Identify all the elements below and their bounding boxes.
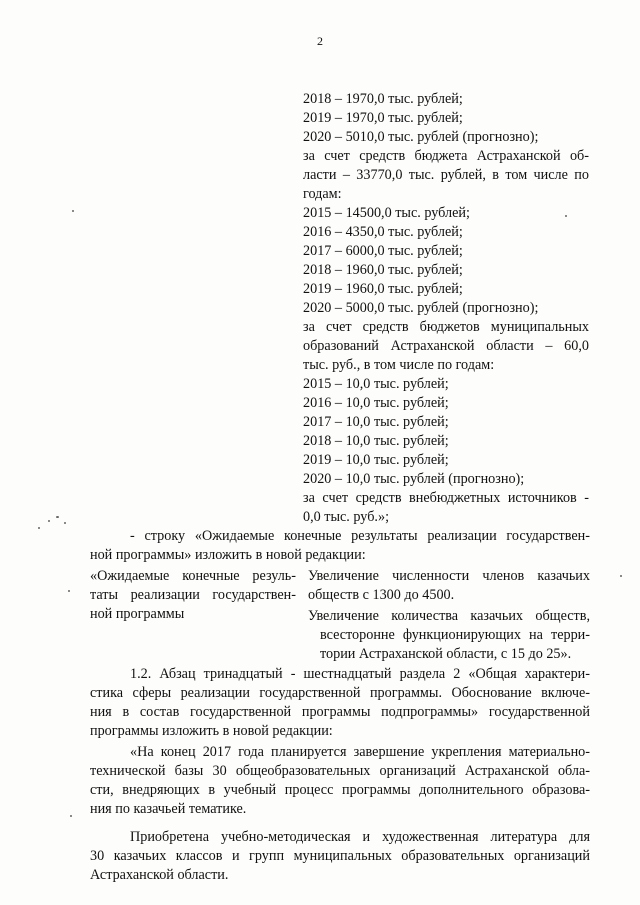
quote-paragraph-line: ния по казачьей тематике. — [90, 801, 247, 817]
funding-line: 2019 – 1960,0 тыс. рублей; — [303, 281, 463, 297]
funding-line: 2015 – 14500,0 тыс. рублей; — [303, 205, 470, 221]
funding-line: 2018 – 10,0 тыс. рублей; — [303, 433, 449, 449]
results-label-line: «Ожидаемые конечные резуль- — [90, 568, 296, 584]
scan-speck — [48, 520, 50, 522]
funding-line: 2019 – 1970,0 тыс. рублей; — [303, 110, 463, 126]
scan-speck — [64, 522, 66, 524]
final-paragraph-line: 30 казачьих классов и групп муниципальных образовательных организаций — [90, 848, 590, 864]
scan-speck — [72, 210, 74, 212]
final-paragraph-line: Приобретена учебно-методическая и художественная литература для — [130, 829, 590, 845]
funding-line: 0,0 тыс. руб.»; — [303, 509, 390, 525]
results-value-line: обществ с 1300 до 4500. — [308, 587, 455, 603]
results-value-line: всесторонне функционирующих на терри- — [320, 627, 590, 643]
funding-line: 2016 – 4350,0 тыс. рублей; — [303, 224, 463, 240]
scan-speck — [70, 815, 72, 817]
scan-speck — [620, 575, 622, 577]
scan-speck — [38, 527, 40, 529]
funding-line: 2018 – 1970,0 тыс. рублей; — [303, 91, 463, 107]
page-number: 2 — [317, 34, 323, 48]
funding-line: 2017 – 10,0 тыс. рублей; — [303, 414, 449, 430]
results-label-line: ной программы — [90, 606, 185, 622]
scan-speck — [565, 215, 567, 217]
scan-speck — [56, 516, 59, 518]
section-paragraph-line: программы изложить в новой редакции: — [90, 723, 333, 739]
results-value-line: Увеличение количества казачьих обществ, — [308, 608, 590, 624]
scan-speck — [68, 590, 70, 592]
funding-line: 2018 – 1960,0 тыс. рублей; — [303, 262, 463, 278]
quote-paragraph-line: технической базы 30 общеобразовательных организаций Астраханской обла- — [90, 763, 590, 779]
final-paragraph-line: Астраханской области. — [90, 867, 229, 883]
funding-line: 2020 – 10,0 тыс. рублей (прогнозно); — [303, 471, 525, 487]
funding-line: 2015 – 10,0 тыс. рублей; — [303, 376, 449, 392]
section-paragraph-line: стика сферы реализации государственной программы. Обоснование включе- — [90, 685, 590, 701]
funding-line: за счет средств внебюджетных источников - — [303, 490, 589, 506]
funding-line: годам: — [303, 186, 342, 202]
funding-line: за счет средств бюджетов муниципальных — [303, 319, 589, 335]
funding-line: ласти – 33770,0 тыс. рублей, в том числе по — [303, 167, 589, 183]
results-value-line: тории Астраханской области, с 15 до 25». — [320, 646, 572, 662]
funding-line: 2019 – 10,0 тыс. рублей; — [303, 452, 449, 468]
funding-line: за счет средств бюджета Астраханской об- — [303, 148, 589, 164]
funding-line: образований Астраханской области – 60,0 — [303, 338, 589, 354]
quote-paragraph-line: «На конец 2017 года планируется завершение укрепления материально- — [130, 744, 590, 760]
instruction-line: - строку «Ожидаемые конечные результаты реализации государствен- — [130, 528, 590, 544]
funding-line: 2020 – 5010,0 тыс. рублей (прогнозно); — [303, 129, 539, 145]
funding-line: 2016 – 10,0 тыс. рублей; — [303, 395, 449, 411]
instruction-line: ной программы» изложить в новой редакции: — [90, 547, 366, 563]
section-paragraph-line: ния в состав государственной программы подпрограммы» государственной — [90, 704, 590, 720]
results-value-line: Увеличение численности членов казачьих — [308, 568, 590, 584]
section-paragraph-line: 1.2. Абзац тринадцатый - шестнадцатый раздела 2 «Общая характери- — [130, 666, 590, 682]
funding-line: тыс. руб., в том числе по годам: — [303, 357, 495, 373]
results-label-line: таты реализации государствен- — [90, 587, 296, 603]
funding-line: 2020 – 5000,0 тыс. рублей (прогнозно); — [303, 300, 539, 316]
funding-line: 2017 – 6000,0 тыс. рублей; — [303, 243, 463, 259]
quote-paragraph-line: сти, внедряющих в учебный процесс программы дополнительного образова- — [90, 782, 590, 798]
